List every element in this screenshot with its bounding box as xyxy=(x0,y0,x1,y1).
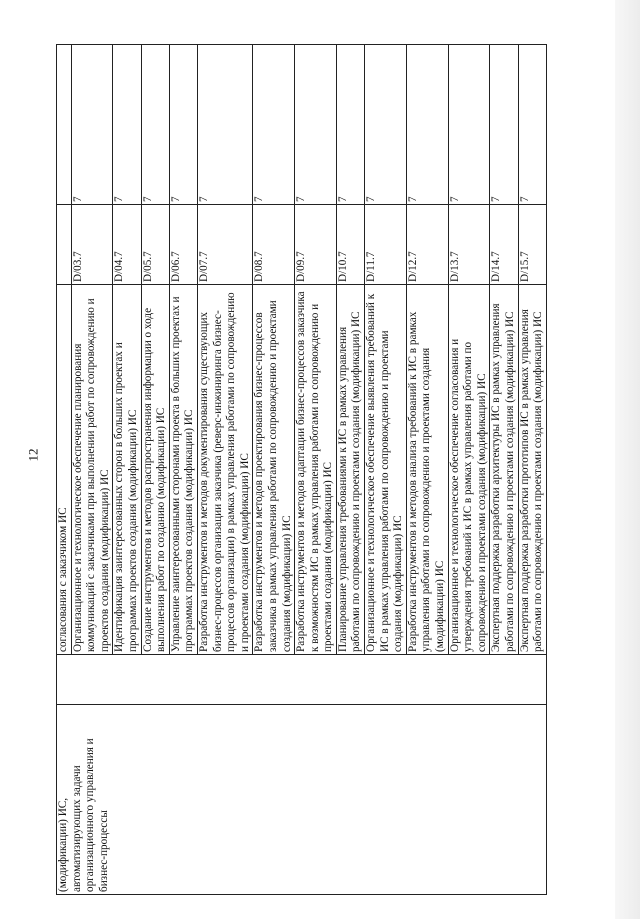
code-cell: D/13.7 xyxy=(448,205,490,285)
code-cell: D/08.7 xyxy=(253,205,295,285)
level-cell: 7 xyxy=(295,45,337,205)
level-cell: 7 xyxy=(169,45,197,205)
level-cell: 7 xyxy=(253,45,295,205)
code-cell: D/03.7 xyxy=(71,205,113,285)
level-cell: 7 xyxy=(406,45,448,205)
level-cell: 7 xyxy=(141,45,169,205)
function-cell: Организационное и технологическое обеспечение планирования коммуникаций с заказчиками при выполнении работ по сопровождению и проектов создания (модификации) ИС xyxy=(71,285,113,655)
code-cell: D/10.7 xyxy=(336,205,364,285)
code-cell: D/15.7 xyxy=(518,205,546,285)
code-cell: D/11.7 xyxy=(365,205,407,285)
page-number: 12 xyxy=(25,448,41,462)
level-cell: 7 xyxy=(518,45,546,205)
code-cell xyxy=(57,205,72,285)
function-cell: Экспертная поддержка разработки архитектуры ИС в рамках управления работами по сопровождению и проектами создания (модификации) ИС xyxy=(490,285,518,655)
function-cell: Управление заинтересованными сторонами проекта в больших проектах и программах проектов создания (модификации) ИС xyxy=(169,285,197,655)
level-cell: 7 xyxy=(490,45,518,205)
function-cell: Разработка инструментов и методов адаптации бизнес-процессов заказчика к возможностям ИС в рамках управления работами по сопровождению и проектами создания (модификации) ИС xyxy=(295,285,337,655)
code-cell: D/09.7 xyxy=(295,205,337,285)
code-cell: D/14.7 xyxy=(490,205,518,285)
level-cell: 7 xyxy=(71,45,113,205)
function-cell: Создание инструментов и методов распространения информации о ходе выполнения работ по созданию (модификации) ИС xyxy=(141,285,169,655)
function-cell: Организационное и технологическое обеспечение выявления требований к ИС в рамках управления работами по сопровождению и проектами создания (модификации) ИС xyxy=(365,285,407,655)
level-cell: 7 xyxy=(365,45,407,205)
scan-edge-shade xyxy=(615,0,640,919)
rotated-table-container xyxy=(56,45,616,895)
level-cell: 7 xyxy=(336,45,364,205)
function-cell: Разработка инструментов и методов документирования существующих бизнес-процессов организации заказчика (реверс-инжиниринга бизнес-процессов организации) в рамках управления работами по сопровождению и проектами создания (модификации) ИС xyxy=(197,285,252,655)
function-cell: Экспертная поддержка разработки прототипов ИС в рамках управления работами по сопровождению и проектами создания (модификации) ИС xyxy=(518,285,546,655)
code-cell: D/06.7 xyxy=(169,205,197,285)
labor-functions-table xyxy=(56,44,547,895)
level-cell: 7 xyxy=(113,45,141,205)
table-body xyxy=(57,45,547,895)
code-cell: D/07.7 xyxy=(197,205,252,285)
empty-column-cell xyxy=(57,655,547,705)
function-cell: согласования с заказчиком ИС xyxy=(57,285,72,655)
code-cell: D/04.7 xyxy=(113,205,141,285)
level-cell: 7 xyxy=(197,45,252,205)
level-cell xyxy=(57,45,72,205)
table-row xyxy=(57,45,72,895)
function-cell: Разработка инструментов и методов проектирования бизнес-процессов заказчика в рамках управления работами по сопровождению и проектами создания (модификации) ИС xyxy=(253,285,295,655)
level-cell: 7 xyxy=(448,45,490,205)
code-cell: D/12.7 xyxy=(406,205,448,285)
function-cell: Планирование управления требованиями к ИС в рамках управления работами по сопровождению и проектами создания (модификации) ИС xyxy=(336,285,364,655)
code-cell: D/05.7 xyxy=(141,205,169,285)
generalized-function-cell: (модификации) ИС, автоматизирующих задачи организационного управления и бизнес-процессы xyxy=(57,705,547,895)
function-cell: Идентификация заинтересованных сторон в больших проектах и программах проектов создания (модификации) ИС xyxy=(113,285,141,655)
function-cell: Организационное и технологическое обеспечение согласования и утверждения требований к ИС в рамках управления работами по сопровождению и проектами создания (модификации) ИС xyxy=(448,285,490,655)
function-cell: Разработка инструментов и методов анализа требований к ИС в рамках управления работами по сопровождению и проектами создания (модификации) ИС xyxy=(406,285,448,655)
